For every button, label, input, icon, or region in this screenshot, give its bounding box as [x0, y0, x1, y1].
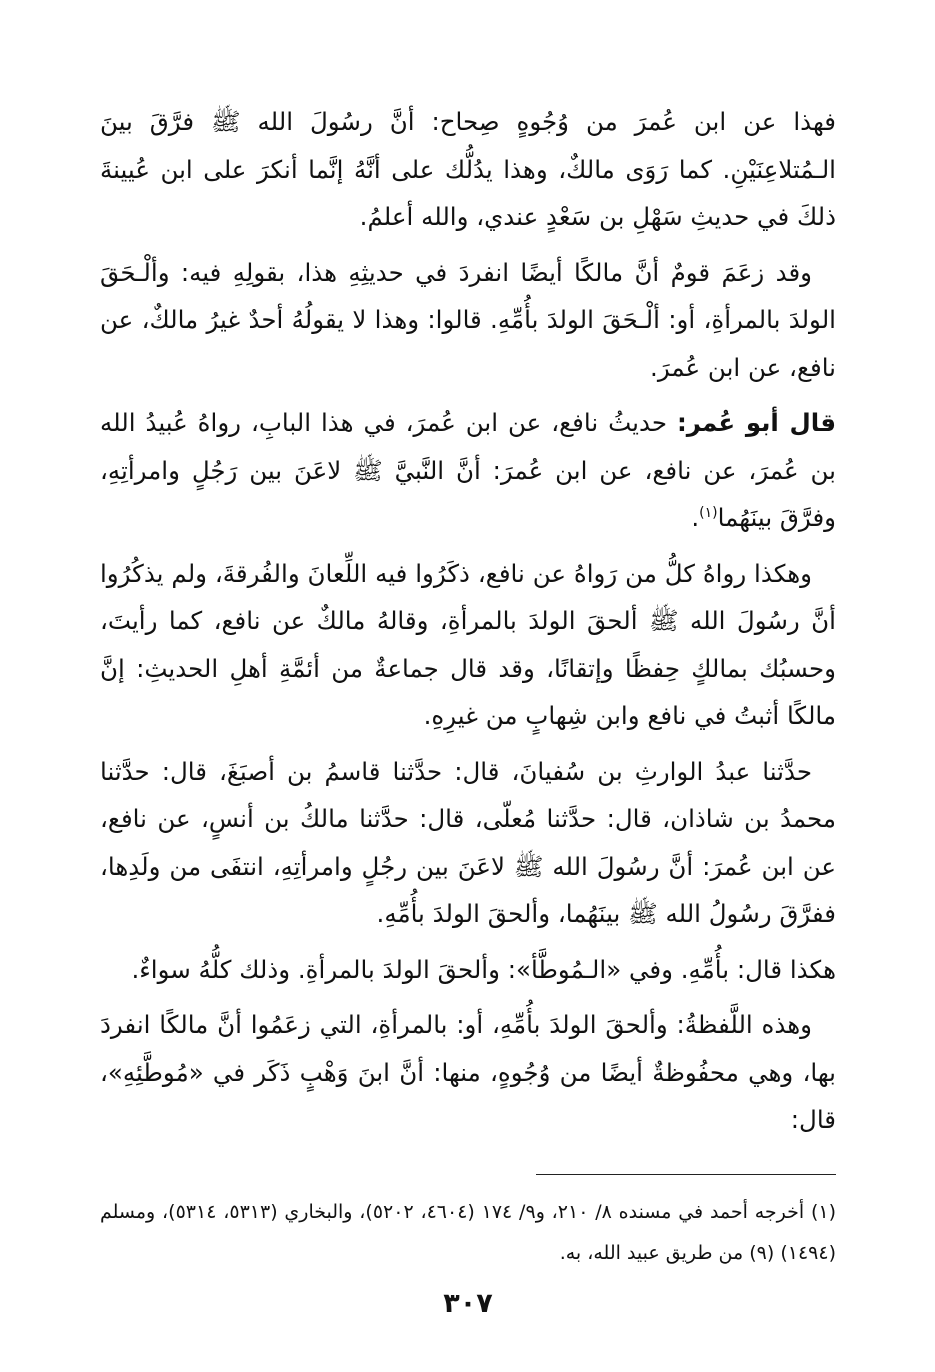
paragraph-2: وقد زعَمَ قومٌ أنَّ مالكًا أيضًا انفردَ في حديثِهِ هذا، بقولِهِ فيه: وألْـحَقَ الولدَ بالمرأةِ، أو: ألْـحَقَ الولدَ بأُمِّهِ. قالوا: وهذا لا يقولُهُ أحدٌ غيرُ مالكٌ، عن نافع، عن ابن عُمرَ. [100, 257, 836, 382]
paragraph-4: وهكذا رواهُ كلُّ من رَواهُ عن نافع، ذكَرُوا فيه اللِّعانَ والفُرقةَ، ولم يذكُرُوا أنَّ رسُولَ الله ﷺ ألحقَ الولدَ بالمرأةِ، وقالهُ مالكٌ عن نافع، كما رأيتَ، وحسبُك بمالكٍ حِفظًا وإتقانًا، وقد قال جماعةٌ من أئمَّةِ أهلِ الحديثِ: إنَّ مالكًا أثبتُ في نافع وابن شِهابٍ من غيرِهِ. [100, 558, 836, 730]
main-text [100, 98, 836, 1144]
paragraph-5: حدَّثنا عبدُ الوارثِ بن سُفيانَ، قال: حدَّثنا قاسمُ بن أصبَغَ، قال: حدَّثنا محمدُ بن شاذان، قال: حدَّثنا مُعلّى، قال: حدَّثنا مالكُ بن أنسٍ، عن نافع، عن ابن عُمرَ: أنَّ رسُولَ الله ﷺ لاعَنَ بين رجُلٍ وامرأتِهِ، انتفَى من ولَدِها، ففرَّقَ رسُولُ الله ﷺ بينَهُما، وألحقَ الولدَ بأُمِّهِ. [100, 756, 836, 928]
paragraph-6: هكذا قال: بأُمِّهِ. وفي «الـمُوطَّأ»: وألحقَ الولدَ بالمرأةِ. وذلك كلُّهُ سواءٌ. [131, 954, 836, 984]
page-number: ٣٠٧ [443, 1288, 493, 1319]
paragraph-1: فهذا عن ابن عُمرَ من وُجُوهٍ صِحاح: أنَّ رسُولَ الله ﷺ فرَّقَ بينَ الـمُتلاعِنَيْنِ. كما رَوَى مالكٌ، وهذا يدُلُّك على أنَّهُ إنَّما أنكرَ على ابن عُيينةَ ذلكَ في حديثِ سَهْلِ بن سَعْدٍ عندي، والله أعلمُ. [100, 107, 836, 231]
paragraph-abu-umar-text: حديثُ نافع، عن ابن عُمرَ، في هذا البابِ، رواهُ عُبيدُ الله بن عُمرَ، عن نافع، عن ابن عُمرَ: أنَّ النَّبيَّ ﷺ لاعَنَ بين رَجُلٍ وامرأتِهِ، وفرَّقَ بينَهُما [100, 408, 836, 532]
footnote-1: (١) أخرجه أحمد في مسنده ٨/ ٢١٠، و٩/ ١٧٤ (٤٦٠٤، ٥٢٠٢)، والبخاري (٥٣١٣، ٥٣١٤)، ومسلم (١٤٩٤) (٩) من طريق عبيد الله، به. [100, 1201, 837, 1264]
footnotes [100, 1192, 836, 1274]
footnote-ref[interactable]: (١) [699, 504, 718, 521]
book-page [100, 98, 836, 1368]
footnote-divider [536, 1174, 836, 1175]
speaker-label: قال أبو عُمر: [676, 408, 836, 437]
paragraph-7: وهذه اللَّفظةُ: وألحقَ الولدَ بأُمِّهِ، أو: بالمرأةِ، التي زعَمُوا أنَّ مالكًا انفردَ بها، وهي محفُوظةٌ أيضًا من وُجُوهٍ، منها: أنَّ ابنَ وَهْبٍ ذَكَر في «مُوطَّئِهِ»، قال: [100, 1010, 836, 1134]
paragraph-abu-umar-end: . [691, 503, 700, 532]
paragraph-abu-umar [100, 399, 836, 542]
